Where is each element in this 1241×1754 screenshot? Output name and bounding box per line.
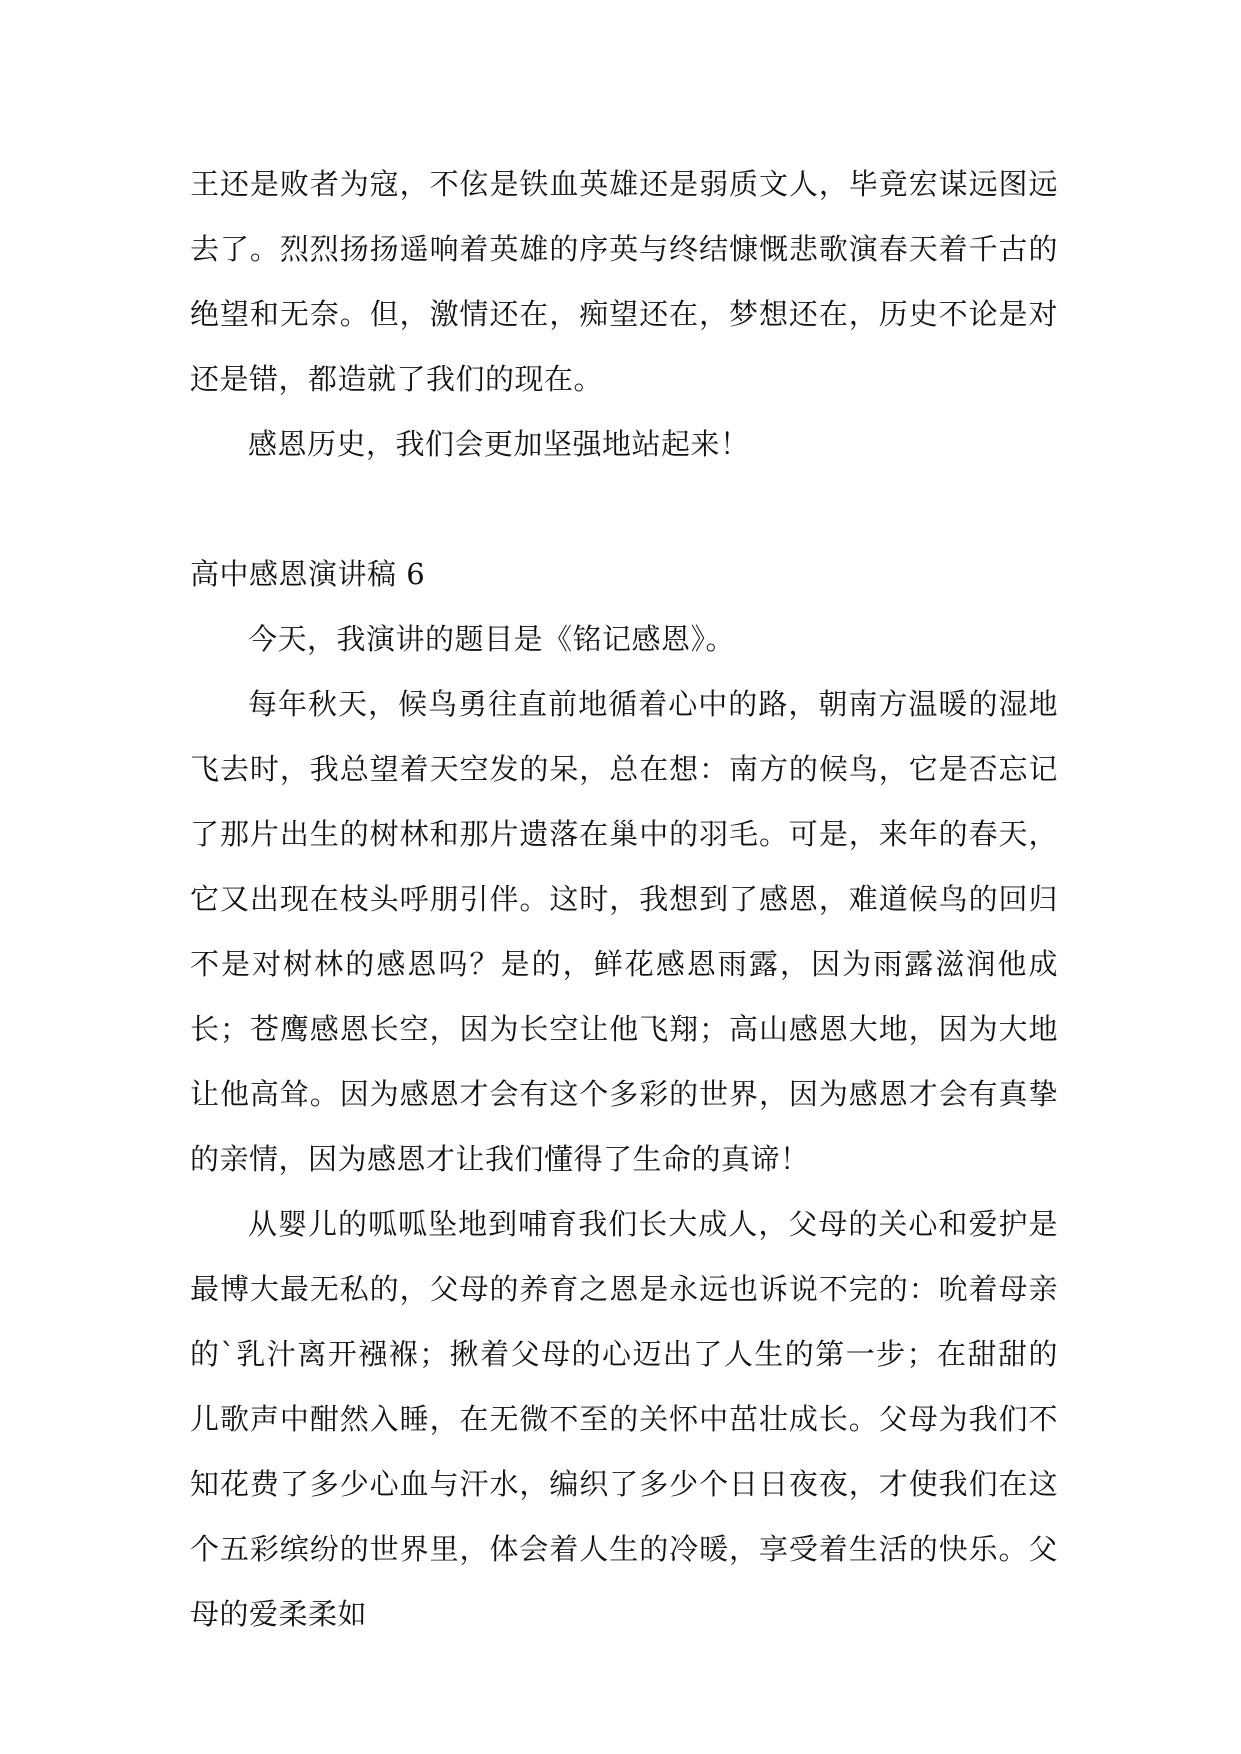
- previous-section-text: [190, 152, 1058, 412]
- speech-section: [190, 542, 1058, 1647]
- section-title: 高中感恩演讲稿 6: [190, 557, 426, 591]
- closing-line-block: [190, 412, 1058, 477]
- paragraph-parents-love: 从婴儿的呱呱坠地到哺育我们长大成人，父母的关心和爱护是最博大最无私的，父母的养育之恩是永远也诉说不完的：吮着母亲的`乳汁离开襁褓；揪着父母的心迈出了人生的第一步；在甜甜的儿歌声中酣然入睡，在无微不至的关怀中茁壮成长。父母为我们不知花费了多少心血与汗水，编织了多少个日日夜夜，才使我们在这个五彩缤纷的世界里，体会着人生的冷暖，享受着生活的快乐。父母的爱柔柔如: [190, 1207, 1058, 1631]
- paragraph-speech-topic: 今天，我演讲的题目是《铭记感恩》。: [248, 622, 736, 656]
- paragraph-migratory-birds: 每年秋天，候鸟勇往直前地循着心中的路，朝南方温暖的湿地飞去时，我总望着天空发的呆，总在想：南方的候鸟，它是否忘记了那片出生的树林和那片遗落在巢中的羽毛。可是，来年的春天，它又出现在枝头呼朋引伴。这时，我想到了感恩，难道候鸟的回归不是对树林的感恩吗？是的，鲜花感恩雨露，因为雨露滋润他成长；苍鹰感恩长空，因为长空让他飞翔；高山感恩大地，因为大地让他高耸。因为感恩才会有这个多彩的世界，因为感恩才会有真挚的亲情，因为感恩才让我们懂得了生命的真谛！: [190, 687, 1058, 1176]
- paragraph-history-ending: 王还是败者为寇，不伭是铁血英雄还是弱质文人，毕竟宏谋远图远去了。烈烈扬扬遥响着英雄的序英与终结慷慨悲歌演春天着千古的绝望和无奈。但，激情还在，痴望还在，梦想还在，历史不论是对还是错，都造就了我们的现在。: [190, 167, 1058, 396]
- paragraph-gratitude-history: 感恩历史，我们会更加坚强地站起来！: [248, 427, 750, 461]
